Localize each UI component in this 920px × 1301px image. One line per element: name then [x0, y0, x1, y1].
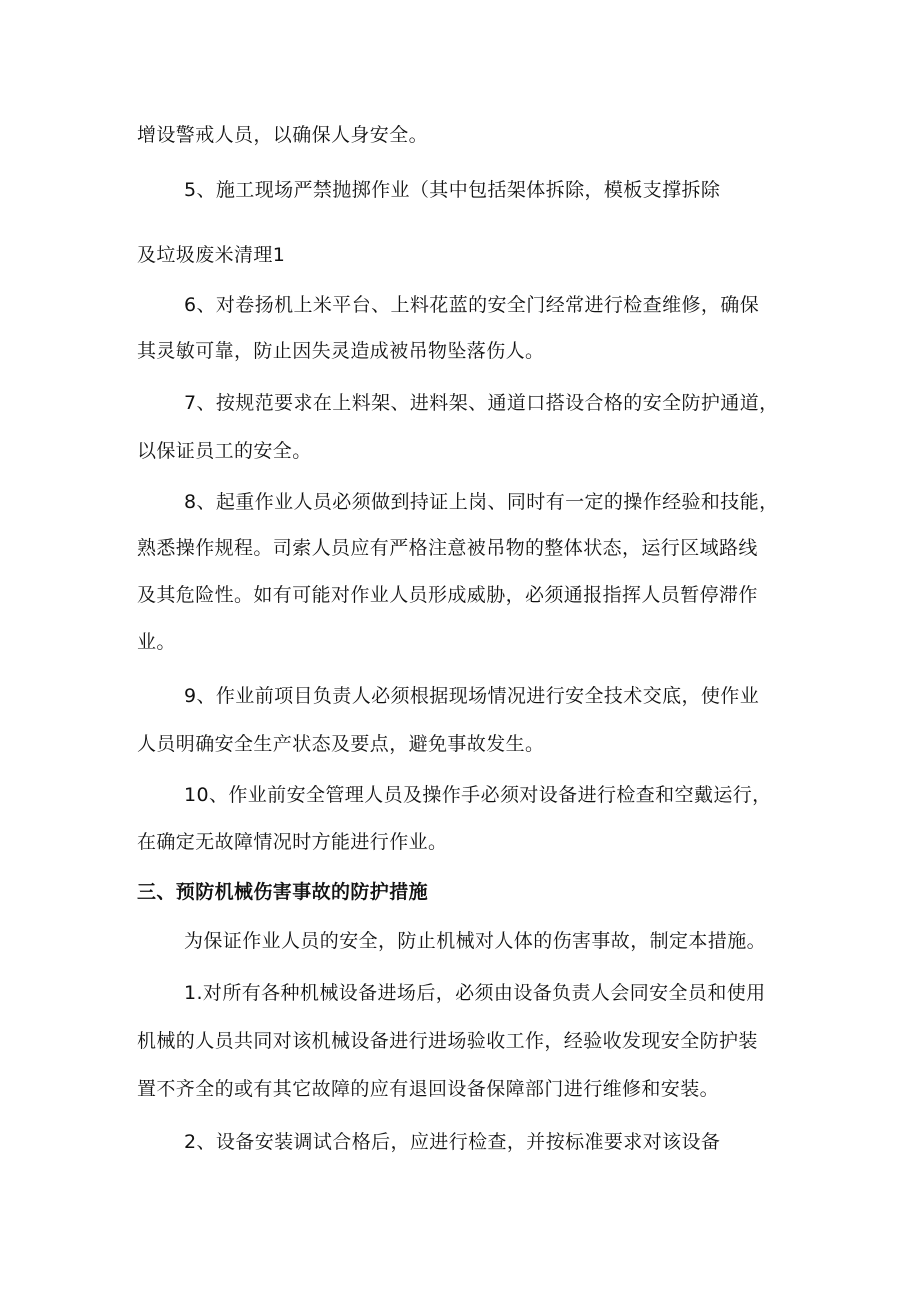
- item-1-line-2: 机械的人员共同对该机械设备进行进场验收工作，经验收发现安全防护装: [137, 1030, 758, 1052]
- item-8-line-1: 8、起重作业人员必须做到持证上岗、同时有一定的操作经验和技能，: [184, 491, 779, 513]
- item-8-line-2: 熟悉操作规程。司索人员应有严格注意被吊物的整体状态，运行区域路线: [137, 537, 758, 559]
- item-6-line-2: 其灵敏可靠，防止因失灵造成被吊物坠落伤人。: [137, 340, 545, 362]
- item-1-line-1: 1.对所有各种机械设备进场后，必须由设备负责人会同安全员和使用: [184, 982, 766, 1004]
- section-intro: 为保证作业人员的安全，防止机械对人体的伤害事故，制定本措施。: [184, 930, 767, 952]
- item-1-line-3: 置不齐全的或有其它故障的应有退回设备保障部门进行维修和安装。: [137, 1078, 720, 1100]
- item-8-line-4: 业。: [137, 631, 176, 653]
- text-line: 增设警戒人员，以确保人身安全。: [137, 124, 429, 146]
- item-8-line-3: 及其危险性。如有可能对作业人员形成威胁，必须通报指挥人员暂停滞作: [137, 584, 758, 606]
- item-10-line-2: 在确定无故障情况时方能进行作业。: [137, 831, 448, 853]
- item-10-line-1: 10、作业前安全管理人员及操作手必须对设备进行检查和空戴运行，: [184, 784, 772, 806]
- item-5-line-2: 及垃圾废米清理1: [137, 244, 286, 266]
- item-9-line-1: 9、作业前项目负责人必须根据现场情况进行安全技术交底，使作业: [184, 685, 760, 707]
- item-5-line-1: 5、施工现场严禁抛掷作业（其中包括架体拆除，模板支撑拆除: [184, 179, 721, 201]
- item-7-line-1: 7、按规范要求在上料架、进料架、通道口搭设合格的安全防护通道，: [184, 392, 779, 414]
- item-6-line-1: 6、对卷扬机上米平台、上料花蓝的安全门经常进行检查维修，确保: [184, 294, 760, 316]
- item-7-line-2: 以保证员工的安全。: [137, 440, 312, 462]
- item-9-line-2: 人员明确安全生产状态及要点，避免事故发生。: [137, 733, 545, 755]
- item-2-line-1: 2、设备安装调试合格后，应进行检查，并按标准要求对该设备: [184, 1131, 721, 1153]
- section-heading: 三、预防机械伤害事故的防护措施: [137, 881, 429, 903]
